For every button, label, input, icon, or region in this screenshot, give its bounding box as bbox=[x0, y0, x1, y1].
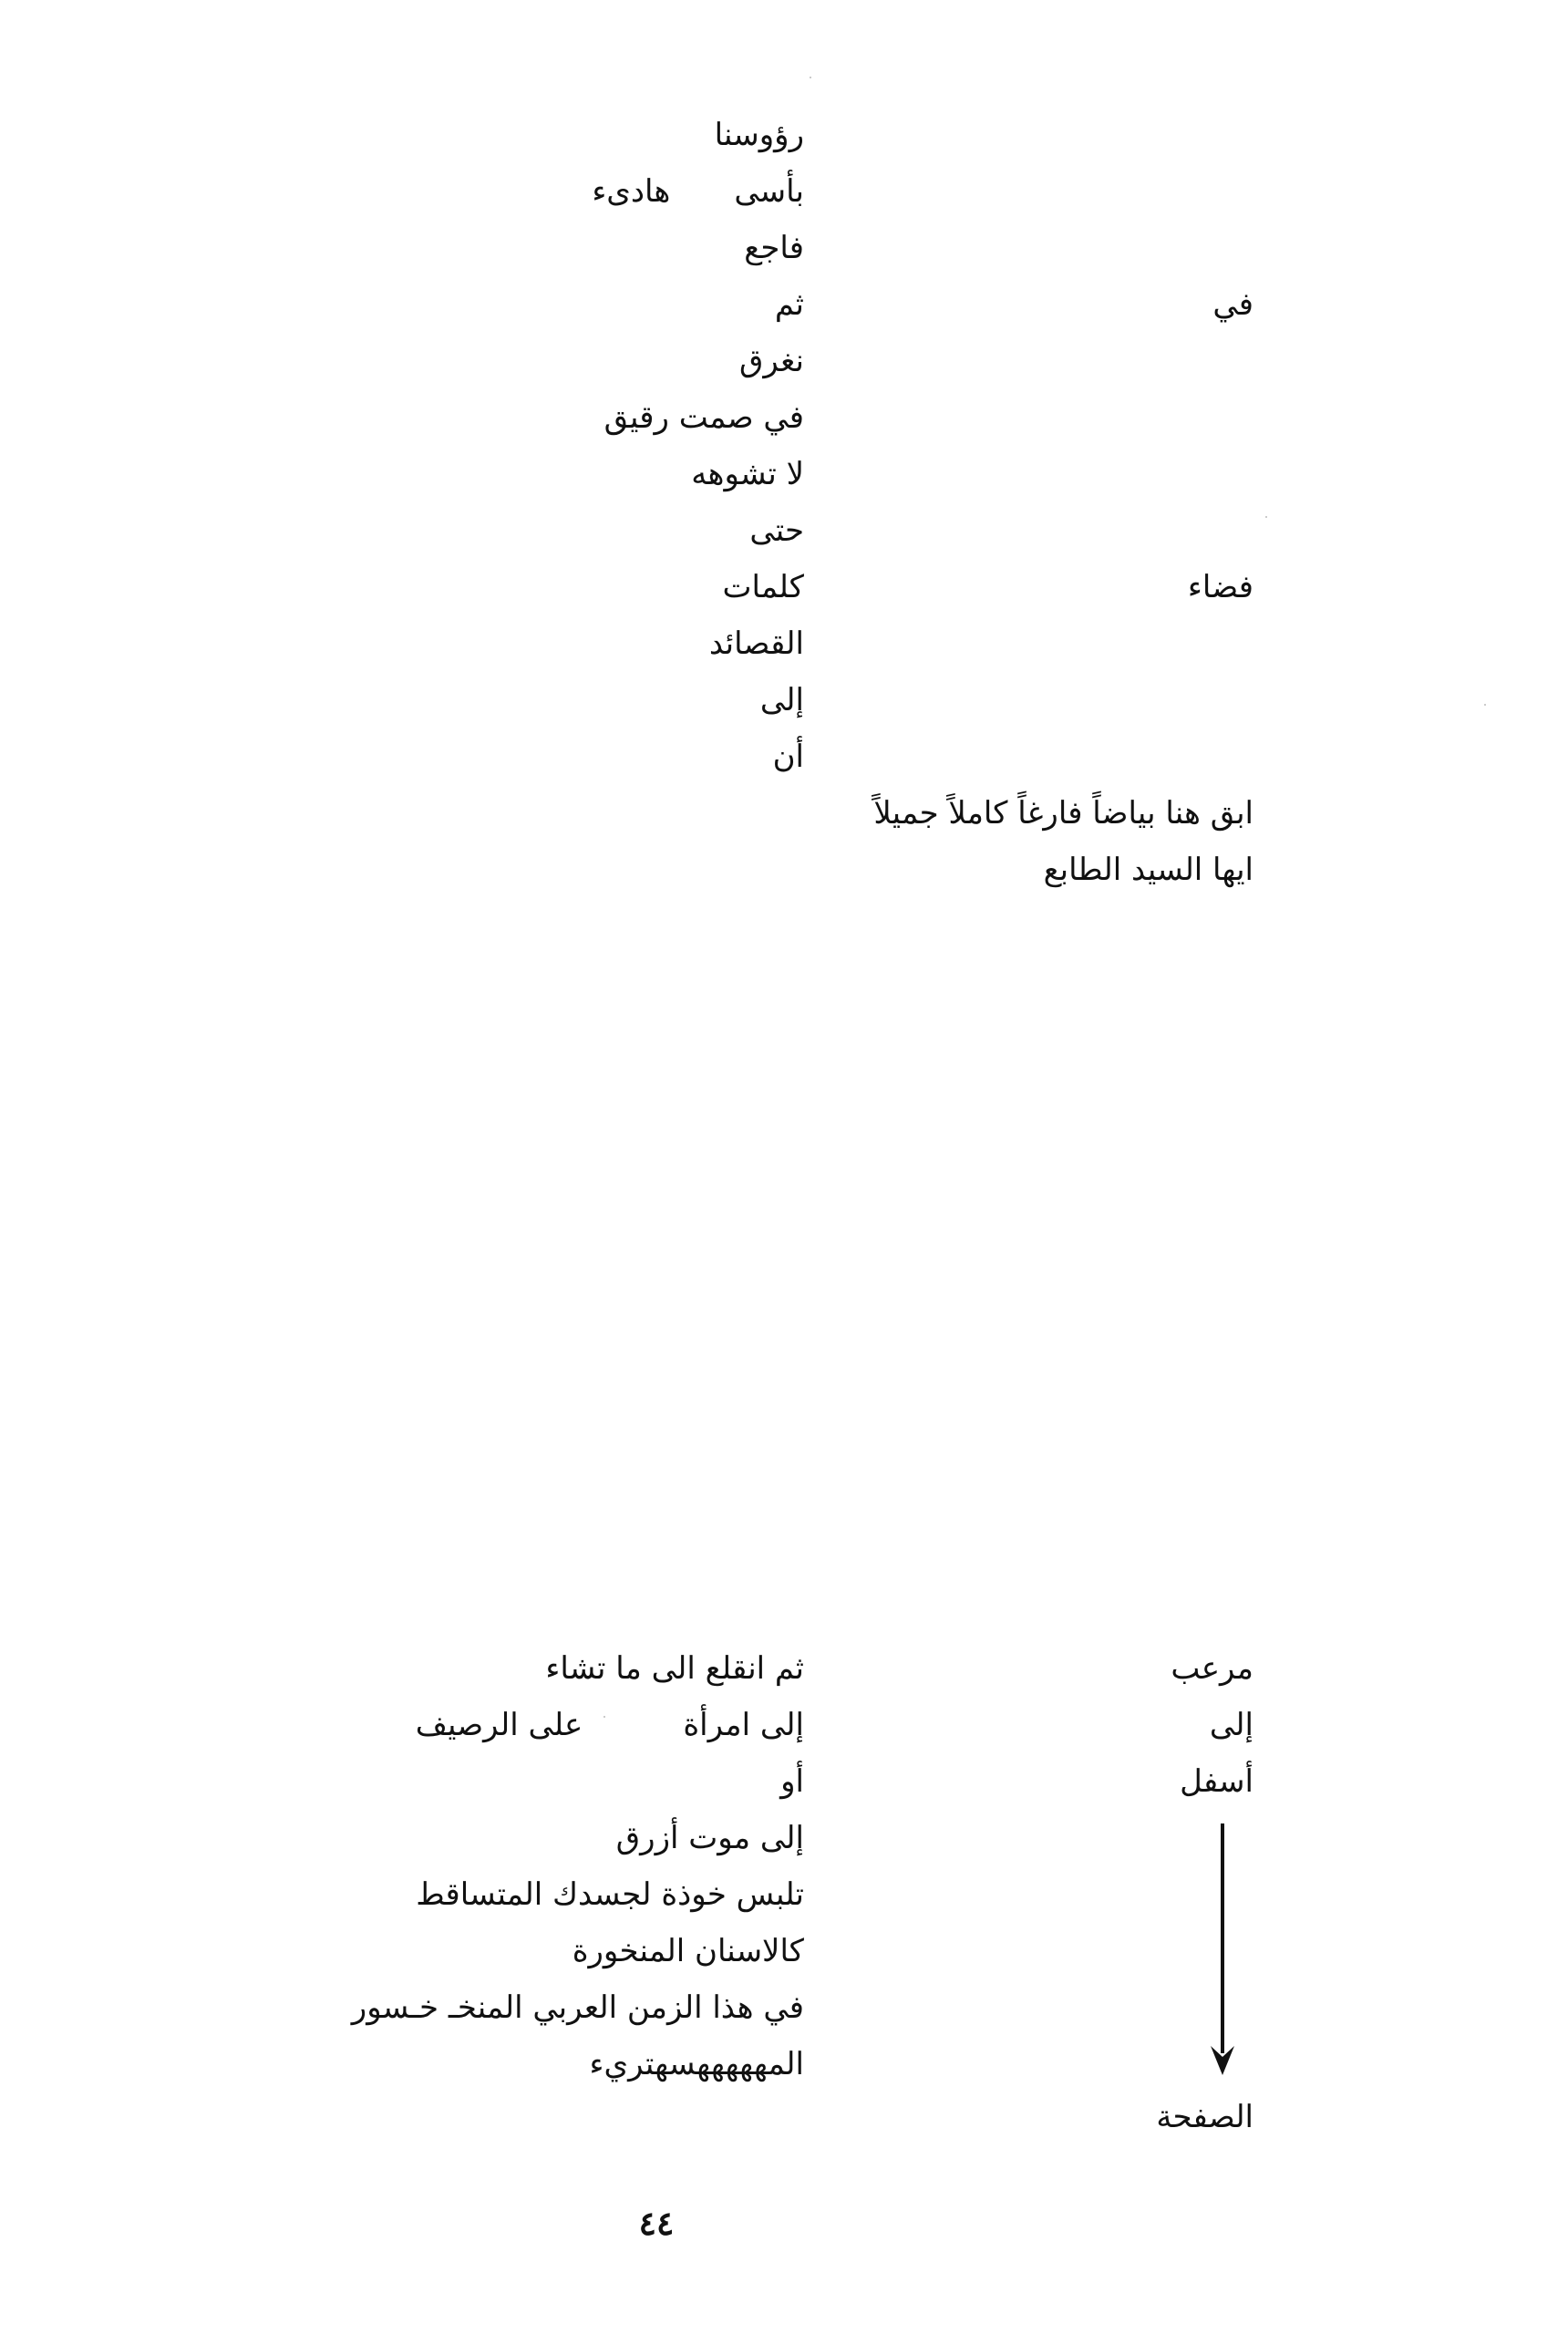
poem-line: إلى موت أزرق bbox=[615, 1820, 804, 1856]
scan-speck bbox=[1265, 516, 1267, 518]
poem-line: كالاسنان المنخورة bbox=[572, 1933, 804, 1969]
poem-word: إلى امرأة bbox=[683, 1707, 804, 1743]
poem-line: فاجع bbox=[744, 230, 804, 266]
poem-line: رؤوسنا bbox=[714, 117, 804, 153]
poem-line: تلبس خوذة لجسدك المتساقط bbox=[416, 1876, 804, 1913]
poem-word: على الرصيف bbox=[415, 1707, 583, 1743]
poem-line: المهههههسهتريء bbox=[589, 2046, 804, 2082]
poem-line: كلمات bbox=[722, 569, 804, 605]
poem-word-fadaa: فضاء bbox=[1187, 569, 1253, 605]
poem-line: في هذا الزمن العربي المنخـ خـسور bbox=[351, 1989, 804, 2026]
poem-line: لا تشوهه bbox=[691, 456, 804, 492]
poem-line bbox=[416, 1698, 804, 1752]
poem-line: إلى bbox=[759, 682, 804, 718]
poem-word-ila: إلى bbox=[1209, 1707, 1253, 1743]
scan-speck bbox=[1484, 704, 1486, 706]
poem-line bbox=[592, 164, 804, 219]
down-arrow-icon bbox=[1209, 1823, 1236, 2079]
poem-word-safha: الصفحة bbox=[1156, 2099, 1253, 2135]
poem-line: أو bbox=[780, 1763, 804, 1800]
poem-line: حتى bbox=[749, 512, 804, 549]
page-number: ٤٤ bbox=[638, 2205, 675, 2243]
scan-speck bbox=[810, 77, 811, 78]
poem-word: بأسى bbox=[734, 173, 804, 210]
poem-line: أن bbox=[772, 739, 804, 775]
poem-line: ثم bbox=[774, 286, 804, 323]
poem-line: القصائد bbox=[708, 625, 804, 662]
poem-line-printer-2: ايها السيد الطابع bbox=[1043, 852, 1253, 888]
scan-speck bbox=[603, 1716, 605, 1718]
poem-word-fi: في bbox=[1212, 286, 1253, 323]
poem-word-asfal: أسفل bbox=[1180, 1763, 1253, 1800]
poem-word: هادىء bbox=[592, 173, 671, 210]
poem-line: في صمت رقيق bbox=[603, 399, 804, 436]
poem-line: نغرق bbox=[738, 343, 804, 379]
poem-word-murib: مرعب bbox=[1171, 1650, 1253, 1687]
poem-line-printer-1: ابق هنا بياضاً فارغاً كاملاً جميلاً bbox=[873, 795, 1253, 832]
poem-line: ثم انقلع الى ما تشاء bbox=[545, 1650, 804, 1687]
